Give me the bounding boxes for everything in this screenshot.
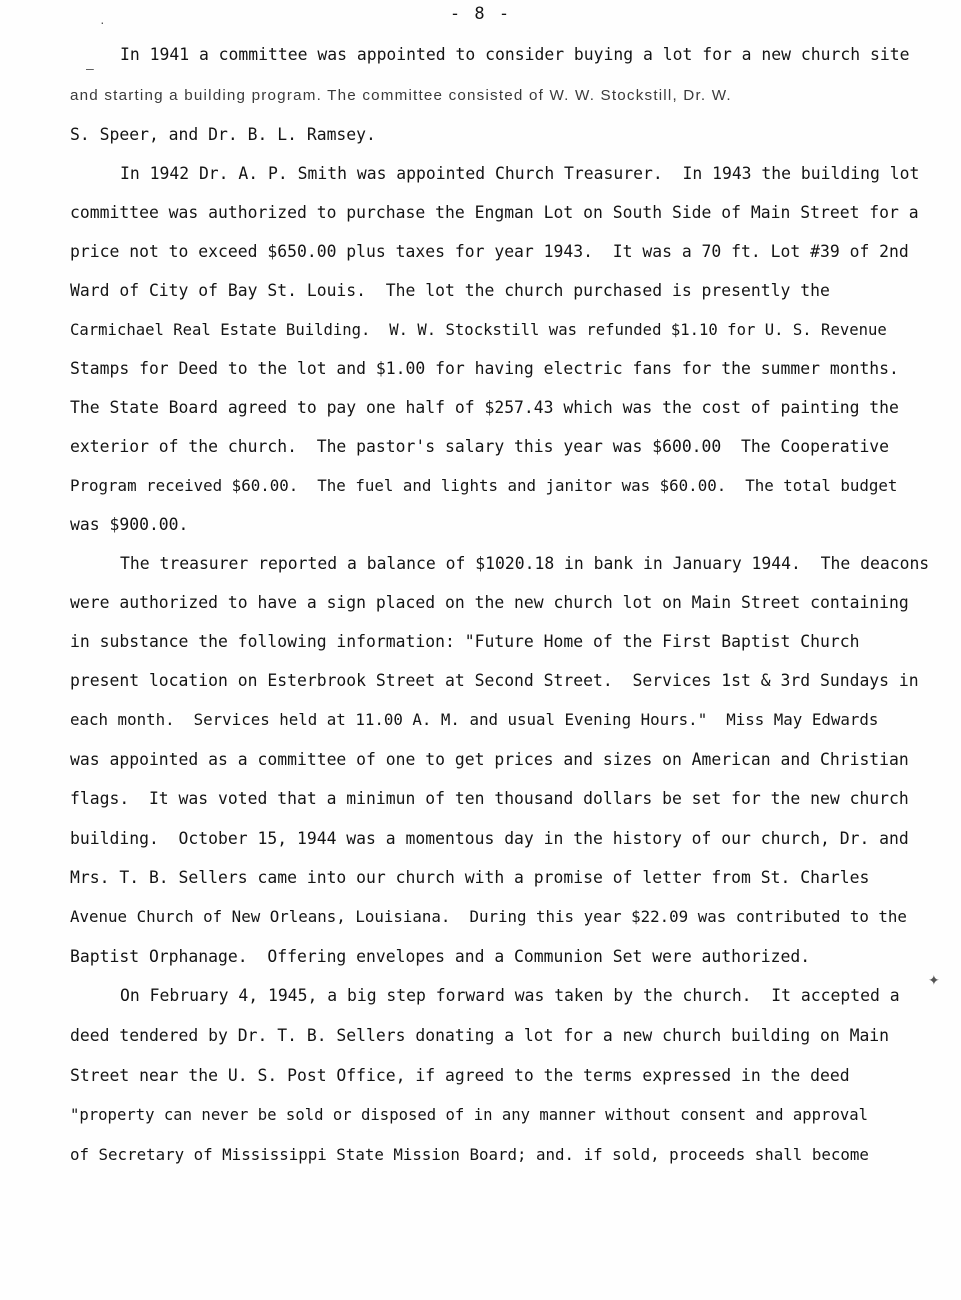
text-line: In 1942 Dr. A. P. Smith was appointed Church Treasurer. In 1943 the building lot <box>120 164 920 183</box>
text-line: Carmichael Real Estate Building. W. W. Stockstill was refunded $1.10 for U. S. Revenue <box>70 321 887 339</box>
text-line: was $900.00. <box>70 515 189 534</box>
text-line: each month. Services held at 11.00 A. M. and usual Evening Hours." Miss May Edwards <box>70 710 879 729</box>
text-line: deed tendered by Dr. T. B. Sellers donating a lot for a new church building on Main <box>70 1026 890 1045</box>
scan-mark: · <box>100 14 105 30</box>
text-line: On February 4, 1945, a big step forward was taken by the church. It accepted a <box>120 986 900 1005</box>
text-line: "property can never be sold or disposed of in any manner without consent and approval <box>70 1106 868 1124</box>
text-line: In 1941 a committee was appointed to consider buying a lot for a new church site <box>120 45 910 64</box>
text-line: exterior of the church. The pastor's salary this year was $600.00 The Cooperative <box>70 437 890 456</box>
text-line: of Secretary of Mississippi State Mission Board; and. if sold, proceeds shall become <box>70 1145 869 1164</box>
text-line: Mrs. T. B. Sellers came into our church with a promise of letter from St. Charles <box>70 868 870 887</box>
text-line: flags. It was voted that a minimun of ten thousand dollars be set for the new church <box>70 789 909 808</box>
text-line: The State Board agreed to pay one half of $257.43 which was the cost of painting the <box>70 398 899 417</box>
text-line: price not to exceed $650.00 plus taxes for year 1943. It was a 70 ft. Lot #39 of 2nd <box>70 242 909 261</box>
text-line: S. Speer, and Dr. B. L. Ramsey. <box>70 125 376 144</box>
text-line: present location on Esterbrook Street at Second Street. Services 1st & 3rd Sundays in <box>70 671 919 690</box>
text-line: committee was authorized to purchase the Engman Lot on South Side of Main Street for a <box>70 203 919 222</box>
text-line: Program received $60.00. The fuel and lights and janitor was $60.00. The total budget <box>70 476 898 495</box>
text-line: building. October 15, 1944 was a momentous day in the history of our church, Dr. and <box>70 829 909 848</box>
text-line: in substance the following information: "Future Home of the First Baptist Church <box>70 632 860 651</box>
text-line: Baptist Orphanage. Offering envelopes and a Communion Set were authorized. <box>70 947 811 966</box>
text-line: Street near the U. S. Post Office, if agreed to the terms expressed in the deed <box>70 1066 850 1085</box>
text-line: The treasurer reported a balance of $1020.18 in bank in January 1944. The deacons <box>120 554 930 573</box>
text-line: and starting a building program. The committee consisted of W. W. Stockstill, Dr. W. <box>70 87 732 104</box>
page-number: - 8 - <box>449 4 512 24</box>
text-line: were authorized to have a sign placed on the new church lot on Main Street containing <box>70 593 909 612</box>
text-line: Ward of City of Bay St. Louis. The lot the church purchased is presently the <box>70 281 830 300</box>
scan-mark: – <box>86 60 94 76</box>
text-line: Avenue Church of New Orleans, Louisiana. During this year $22.09 was contributed to the <box>70 907 907 926</box>
text-line: Stamps for Deed to the lot and $1.00 for having electric fans for the summer months. <box>70 359 899 378</box>
text-line: was appointed as a committee of one to get prices and sizes on American and Christian <box>70 750 909 769</box>
scan-mark: ✦ <box>928 972 940 988</box>
